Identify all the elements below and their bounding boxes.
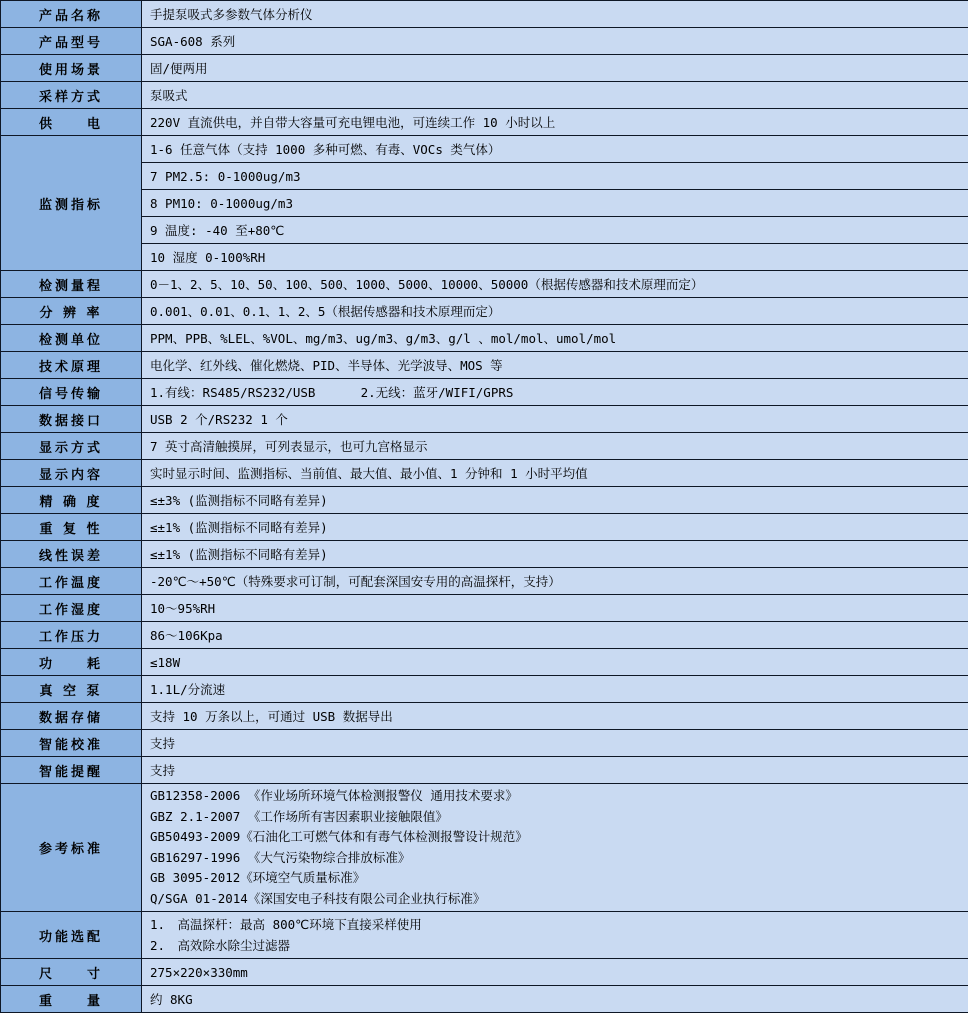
spec-row	[1, 190, 968, 217]
spec-row	[1, 109, 968, 136]
spec-label: 使用场景	[1, 55, 142, 82]
spec-row	[1, 379, 968, 406]
spec-label: 工作湿度	[1, 595, 142, 622]
spec-row	[1, 676, 968, 703]
spec-label: 数据存储	[1, 703, 142, 730]
spec-table-body	[1, 1, 968, 1013]
spec-value: 86～106Kpa	[142, 622, 968, 649]
spec-label: 分 辨 率	[1, 298, 142, 325]
spec-value: ≤±1% (监测指标不同略有差异)	[142, 514, 968, 541]
spec-row	[1, 595, 968, 622]
spec-value: 1.1L/分流速	[142, 676, 968, 703]
spec-value: 泵吸式	[142, 82, 968, 109]
spec-row	[1, 730, 968, 757]
spec-label: 重 量	[1, 986, 142, 1013]
spec-row	[1, 298, 968, 325]
spec-subvalue: 8 PM10: 0-1000ug/m3	[142, 190, 968, 217]
spec-row	[1, 784, 968, 912]
spec-label: 供 电	[1, 109, 142, 136]
spec-subvalue: 9 温度: -40 至+80℃	[142, 217, 968, 244]
spec-row	[1, 136, 968, 163]
spec-row	[1, 487, 968, 514]
spec-label: 技术原理	[1, 352, 142, 379]
spec-value: ≤18W	[142, 649, 968, 676]
spec-label: 参考标准	[1, 784, 142, 912]
spec-value: 1.有线：RS485/RS232/USB 2.无线：蓝牙/WIFI/GPRS	[142, 379, 968, 406]
spec-value: 电化学、红外线、催化燃烧、PID、半导体、光学波导、MOS 等	[142, 352, 968, 379]
spec-value-line: 2. 高效除水除尘过滤器	[150, 935, 962, 956]
spec-value-line: GB 3095-2012《环境空气质量标准》	[150, 868, 962, 889]
spec-value-line: Q/SGA 01-2014《深国安电子科技有限公司企业执行标准》	[150, 889, 962, 910]
spec-value-line: GB16297-1996 《大气污染物综合排放标准》	[150, 848, 962, 869]
spec-subvalue: 7 PM2.5: 0-1000ug/m3	[142, 163, 968, 190]
spec-label: 显示方式	[1, 433, 142, 460]
spec-row	[1, 82, 968, 109]
spec-row	[1, 433, 968, 460]
spec-value-line: GBZ 2.1-2007 《工作场所有害因素职业接触限值》	[150, 807, 962, 828]
spec-row	[1, 912, 968, 959]
spec-row	[1, 649, 968, 676]
spec-value: SGA-608 系列	[142, 28, 968, 55]
spec-row	[1, 622, 968, 649]
spec-row	[1, 406, 968, 433]
spec-value: 约 8KG	[142, 986, 968, 1013]
spec-label: 工作温度	[1, 568, 142, 595]
spec-value-line: 1. 高温探杆：最高 800℃环境下直接采样使用	[150, 914, 962, 935]
spec-value: 支持 10 万条以上，可通过 USB 数据导出	[142, 703, 968, 730]
spec-label: 功能选配	[1, 912, 142, 959]
spec-label: 信号传输	[1, 379, 142, 406]
spec-value: 10～95%RH	[142, 595, 968, 622]
spec-row	[1, 163, 968, 190]
spec-label: 精 确 度	[1, 487, 142, 514]
spec-row	[1, 959, 968, 986]
spec-multiline-value	[142, 784, 968, 912]
spec-label: 功 耗	[1, 649, 142, 676]
spec-value: ≤±3% (监测指标不同略有差异)	[142, 487, 968, 514]
spec-value-line: GB50493-2009《石油化工可燃气体和有毒气体检测报警设计规范》	[150, 827, 962, 848]
spec-label: 检测单位	[1, 325, 142, 352]
spec-row	[1, 986, 968, 1013]
spec-row	[1, 352, 968, 379]
spec-value: 0－1、2、5、10、50、100、500、1000、5000、10000、50000（根据传感器和技术原理而定）	[142, 271, 968, 298]
spec-label: 产品型号	[1, 28, 142, 55]
spec-value: 固/便两用	[142, 55, 968, 82]
spec-value: 220V 直流供电，并自带大容量可充电锂电池，可连续工作 10 小时以上	[142, 109, 968, 136]
spec-value: 实时显示时间、监测指标、当前值、最大值、最小值、1 分钟和 1 小时平均值	[142, 460, 968, 487]
spec-label: 产品名称	[1, 1, 142, 28]
spec-value: 支持	[142, 757, 968, 784]
spec-label: 数据接口	[1, 406, 142, 433]
spec-row	[1, 55, 968, 82]
spec-label: 重 复 性	[1, 514, 142, 541]
spec-row	[1, 325, 968, 352]
spec-label: 线性误差	[1, 541, 142, 568]
spec-value: 支持	[142, 730, 968, 757]
spec-label: 智能提醒	[1, 757, 142, 784]
spec-row	[1, 568, 968, 595]
spec-value: -20℃～+50℃（特殊要求可订制，可配套深国安专用的高温探杆，支持）	[142, 568, 968, 595]
spec-row	[1, 460, 968, 487]
spec-label: 智能校准	[1, 730, 142, 757]
spec-subvalue: 10 湿度 0-100%RH	[142, 244, 968, 271]
spec-value: 0.001、0.01、0.1、1、2、5（根据传感器和技术原理而定）	[142, 298, 968, 325]
spec-row	[1, 217, 968, 244]
spec-row	[1, 757, 968, 784]
spec-value: ≤±1% (监测指标不同略有差异)	[142, 541, 968, 568]
spec-value: USB 2 个/RS232 1 个	[142, 406, 968, 433]
spec-value: 275×220×330mm	[142, 959, 968, 986]
spec-value-line: GB12358-2006 《作业场所环境气体检测报警仪 通用技术要求》	[150, 786, 962, 807]
spec-label: 工作压力	[1, 622, 142, 649]
spec-label: 监测指标	[1, 136, 142, 271]
spec-value: 手提泵吸式多参数气体分析仪	[142, 1, 968, 28]
spec-row	[1, 703, 968, 730]
spec-row	[1, 271, 968, 298]
spec-subvalue: 1-6 任意气体（支持 1000 多种可燃、有毒、VOCs 类气体）	[142, 136, 968, 163]
spec-multiline-value	[142, 912, 968, 959]
spec-row	[1, 514, 968, 541]
spec-row	[1, 28, 968, 55]
spec-label: 采样方式	[1, 82, 142, 109]
spec-row	[1, 541, 968, 568]
spec-label: 检测量程	[1, 271, 142, 298]
spec-label: 尺 寸	[1, 959, 142, 986]
spec-value: 7 英寸高清触摸屏，可列表显示，也可九宫格显示	[142, 433, 968, 460]
spec-row	[1, 244, 968, 271]
spec-label: 真 空 泵	[1, 676, 142, 703]
spec-label: 显示内容	[1, 460, 142, 487]
spec-value: PPM、PPB、%LEL、%VOL、mg/m3、ug/m3、g/m3、g/l 、mol/mol、umol/mol	[142, 325, 968, 352]
spec-row	[1, 1, 968, 28]
